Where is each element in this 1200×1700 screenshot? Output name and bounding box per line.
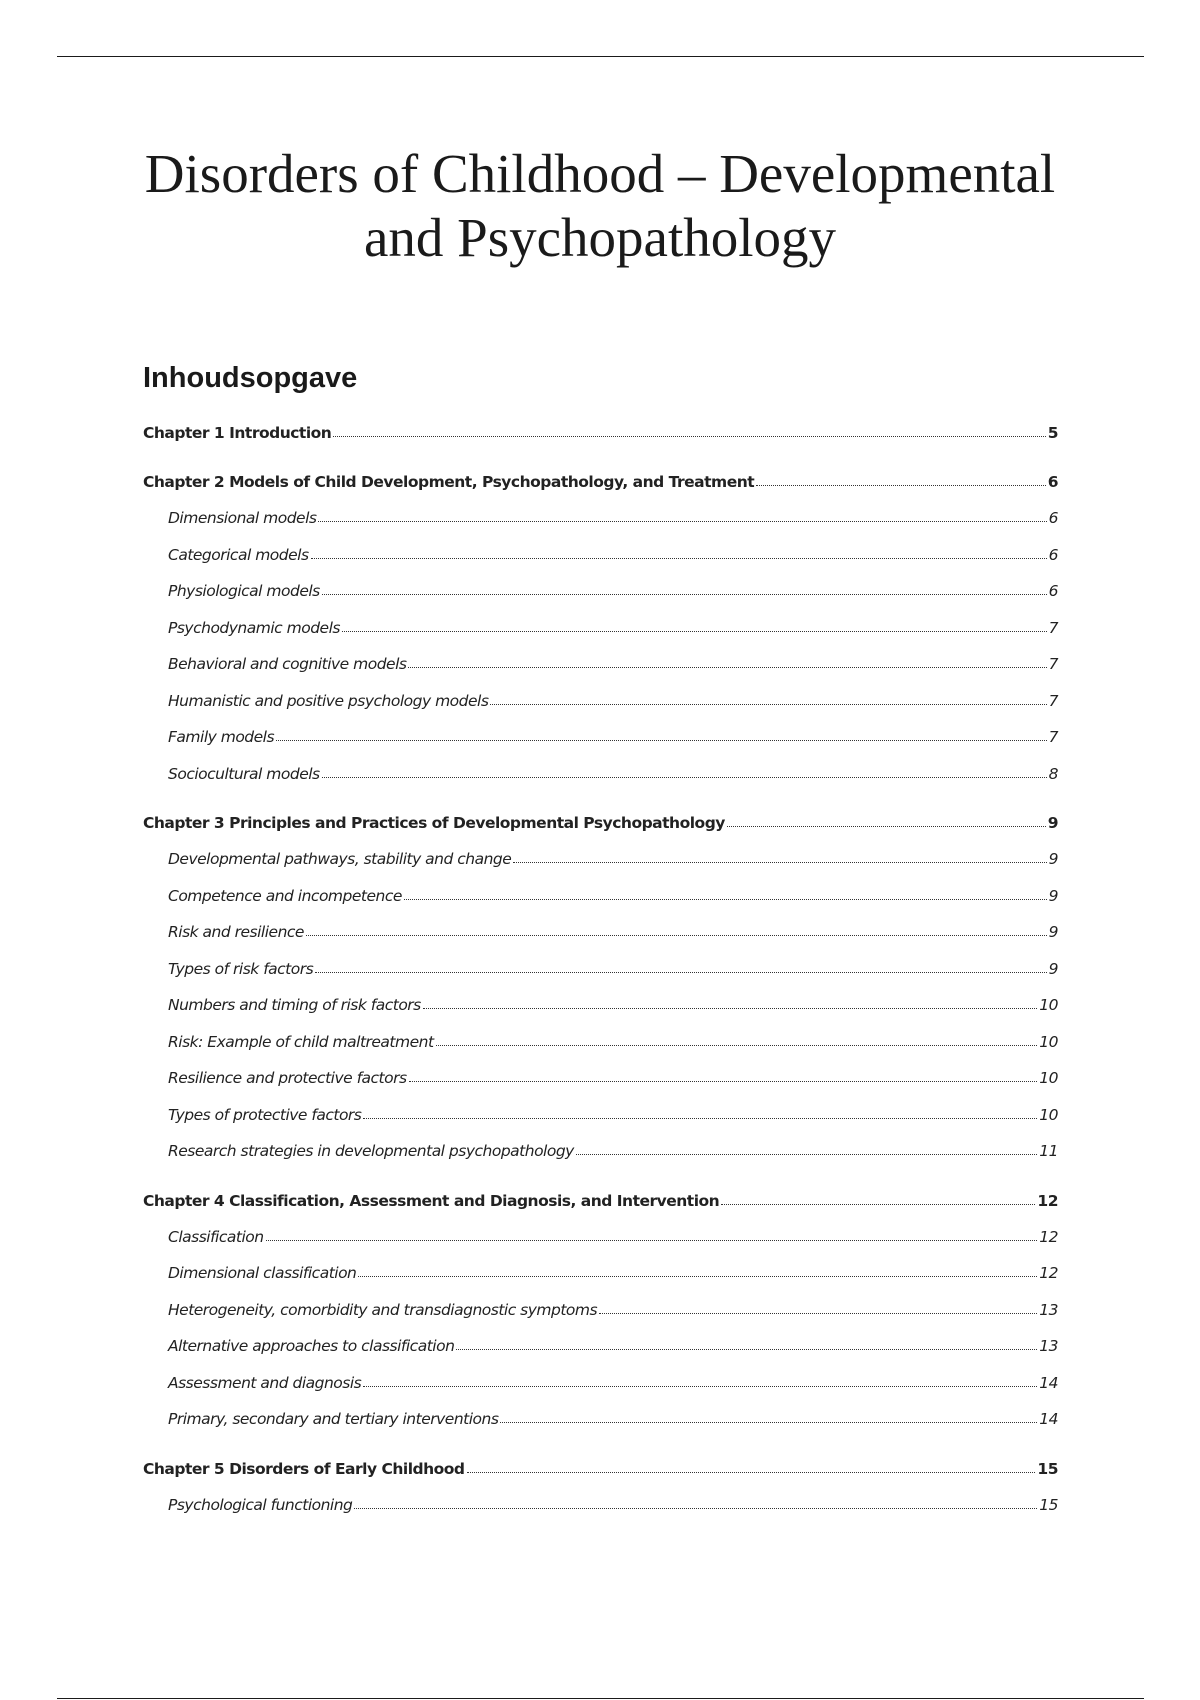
- toc-entry-page-number: 15: [1037, 1459, 1058, 1478]
- toc-entry-label: Numbers and timing of risk factors: [168, 996, 421, 1014]
- toc-dot-leader: [727, 826, 1046, 827]
- toc-entry-page-number: 12: [1039, 1227, 1058, 1246]
- toc-section-entry[interactable]: [143, 1299, 1058, 1336]
- toc-chapter-entry[interactable]: [143, 471, 1058, 507]
- toc-entry-page-number: 6: [1047, 473, 1058, 491]
- toc-entry-page-number: 11: [1039, 1142, 1058, 1160]
- toc-entry-label: Types of risk factors: [168, 959, 314, 978]
- toc-section-entry[interactable]: [143, 1494, 1058, 1531]
- toc-dot-leader: [467, 1472, 1036, 1473]
- toc-entry-label: Psychodynamic models: [168, 618, 340, 637]
- header-rule: [57, 56, 1144, 57]
- document-title: [100, 142, 1100, 270]
- toc-entry-label: Resilience and protective factors: [168, 1069, 407, 1087]
- toc-dot-leader: [721, 1204, 1035, 1205]
- toc-section-entry[interactable]: [143, 958, 1058, 995]
- toc-dot-leader: [318, 521, 1046, 522]
- toc-heading: Inhoudsopgave: [143, 362, 358, 394]
- toc-entry-label: Risk: Example of child maltreatment: [168, 1032, 434, 1051]
- toc-dot-leader: [756, 485, 1046, 486]
- toc-entry-page-number: 9: [1047, 814, 1058, 832]
- toc-entry-page-number: 8: [1048, 764, 1058, 783]
- toc-entry-page-number: 12: [1039, 1264, 1058, 1282]
- toc-dot-leader: [423, 1008, 1038, 1009]
- toc-entry-label: Behavioral and cognitive models: [168, 655, 407, 673]
- toc-entry-label: Family models: [168, 728, 275, 746]
- toc-dot-leader: [576, 1154, 1037, 1155]
- toc-section-entry[interactable]: [143, 580, 1058, 617]
- toc-dot-leader: [408, 667, 1046, 668]
- toc-entry-label: Chapter 5 Disorders of Early Childhood: [143, 1459, 465, 1478]
- toc-entry-label: Risk and resilience: [168, 923, 304, 941]
- toc-entry-page-number: 14: [1039, 1373, 1058, 1392]
- toc-chapter-entry[interactable]: [143, 812, 1058, 848]
- toc-dot-leader: [311, 558, 1047, 559]
- toc-section-entry[interactable]: [143, 994, 1058, 1031]
- toc-dot-leader: [306, 935, 1047, 936]
- toc-dot-leader: [363, 1386, 1037, 1387]
- toc-dot-leader: [358, 1276, 1037, 1277]
- toc-section-entry[interactable]: [143, 507, 1058, 544]
- toc-dot-leader: [456, 1349, 1037, 1350]
- toc-dot-leader: [409, 1081, 1038, 1082]
- toc-section-entry[interactable]: [143, 848, 1058, 885]
- toc-dot-leader: [354, 1508, 1037, 1509]
- toc-section-entry[interactable]: [143, 1262, 1058, 1299]
- toc-dot-leader: [315, 972, 1046, 973]
- toc-entry-label: Classification: [168, 1227, 264, 1246]
- toc-section-entry[interactable]: [143, 1140, 1058, 1177]
- toc-chapter-entry[interactable]: [143, 422, 1058, 458]
- toc-dot-leader: [513, 862, 1046, 863]
- toc-dot-leader: [490, 704, 1046, 705]
- toc-dot-leader: [500, 1422, 1037, 1423]
- toc-entry-page-number: 5: [1047, 424, 1058, 442]
- toc-entry-page-number: 7: [1048, 655, 1058, 673]
- toc-dot-leader: [436, 1045, 1038, 1046]
- toc-entry-label: Developmental pathways, stability and change: [168, 850, 512, 868]
- toc-section-entry[interactable]: [143, 1031, 1058, 1068]
- toc-chapter-entry[interactable]: [143, 1458, 1058, 1494]
- toc-entry-label: Competence and incompetence: [168, 886, 402, 905]
- toc-entry-label: Assessment and diagnosis: [168, 1373, 362, 1392]
- toc-entry-page-number: 10: [1039, 996, 1058, 1014]
- toc-section-entry[interactable]: [143, 653, 1058, 690]
- toc-entry-page-number: 7: [1048, 618, 1058, 637]
- toc-entry-label: Heterogeneity, comorbidity and transdiagnostic symptoms: [168, 1300, 598, 1319]
- toc-dot-leader: [266, 1240, 1038, 1241]
- footer-rule: [57, 1698, 1144, 1699]
- toc-entry-page-number: 6: [1048, 545, 1058, 564]
- toc-entry-page-number: 9: [1048, 923, 1058, 941]
- toc-entry-page-number: 10: [1039, 1032, 1058, 1051]
- toc-entry-label: Chapter 3 Principles and Practices of Developmental Psychopathology: [143, 814, 725, 832]
- toc-entry-label: Dimensional models: [168, 509, 317, 527]
- toc-entry-label: Sociocultural models: [168, 764, 320, 783]
- toc-entry-page-number: 15: [1039, 1495, 1058, 1514]
- toc-entry-page-number: 9: [1048, 959, 1058, 978]
- toc-entry-label: Alternative approaches to classification: [168, 1337, 455, 1355]
- toc-section-entry[interactable]: [143, 617, 1058, 654]
- toc-section-entry[interactable]: [143, 1067, 1058, 1104]
- toc-section-entry[interactable]: [143, 1335, 1058, 1372]
- toc-section-entry[interactable]: [143, 1408, 1058, 1445]
- toc-entry-page-number: 9: [1048, 850, 1058, 868]
- toc-entry-label: Chapter 2 Models of Child Development, Psychopathology, and Treatment: [143, 473, 755, 491]
- toc-section-entry[interactable]: [143, 544, 1058, 581]
- toc-entry-page-number: 6: [1048, 582, 1058, 600]
- toc-entry-label: Psychological functioning: [168, 1495, 353, 1514]
- toc-section-entry[interactable]: [143, 1104, 1058, 1141]
- toc-entry-page-number: 10: [1039, 1069, 1058, 1087]
- toc-entry-label: Humanistic and positive psychology models: [168, 691, 489, 710]
- toc-entry-label: Categorical models: [168, 545, 309, 564]
- toc-entry-label: Research strategies in developmental psychopathology: [168, 1142, 574, 1160]
- toc-dot-leader: [599, 1313, 1037, 1314]
- toc-entry-page-number: 13: [1039, 1300, 1058, 1319]
- toc-dot-leader: [322, 594, 1047, 595]
- toc-section-entry[interactable]: [143, 726, 1058, 763]
- toc-dot-leader: [404, 899, 1047, 900]
- toc-entry-label: Chapter 1 Introduction: [143, 424, 332, 442]
- toc-entry-label: Chapter 4 Classification, Assessment and Diagnosis, and Intervention: [143, 1191, 720, 1210]
- toc-entry-page-number: 13: [1039, 1337, 1058, 1355]
- toc-entry-label: Physiological models: [168, 582, 320, 600]
- toc-dot-leader: [322, 777, 1047, 778]
- toc-dot-leader: [333, 436, 1045, 437]
- toc-section-entry[interactable]: [143, 1226, 1058, 1263]
- toc-entry-page-number: 7: [1048, 691, 1058, 710]
- toc-section-entry[interactable]: [143, 690, 1058, 727]
- toc-chapter-entry[interactable]: [143, 1190, 1058, 1226]
- toc-section-entry[interactable]: [143, 921, 1058, 958]
- toc-entry-label: Types of protective factors: [168, 1105, 362, 1124]
- document-title-line-2: and Psychopathology: [363, 207, 837, 268]
- toc-section-entry[interactable]: [143, 1372, 1058, 1409]
- toc-entry-page-number: 12: [1037, 1191, 1058, 1210]
- toc-entry-page-number: 10: [1039, 1105, 1058, 1124]
- toc-entry-label: Dimensional classification: [168, 1264, 357, 1282]
- toc-section-entry[interactable]: [143, 763, 1058, 800]
- toc-dot-leader: [276, 740, 1047, 741]
- table-of-contents: [143, 422, 1058, 1530]
- document-title-line-1: Disorders of Childhood – Developmental: [144, 143, 1056, 204]
- toc-entry-page-number: 14: [1039, 1410, 1058, 1428]
- toc-entry-page-number: 6: [1048, 509, 1058, 527]
- toc-entry-page-number: 7: [1048, 728, 1058, 746]
- toc-entry-page-number: 9: [1048, 886, 1058, 905]
- toc-entry-label: Primary, secondary and tertiary interventions: [168, 1410, 499, 1428]
- toc-section-entry[interactable]: [143, 885, 1058, 922]
- toc-dot-leader: [363, 1118, 1037, 1119]
- toc-dot-leader: [342, 631, 1047, 632]
